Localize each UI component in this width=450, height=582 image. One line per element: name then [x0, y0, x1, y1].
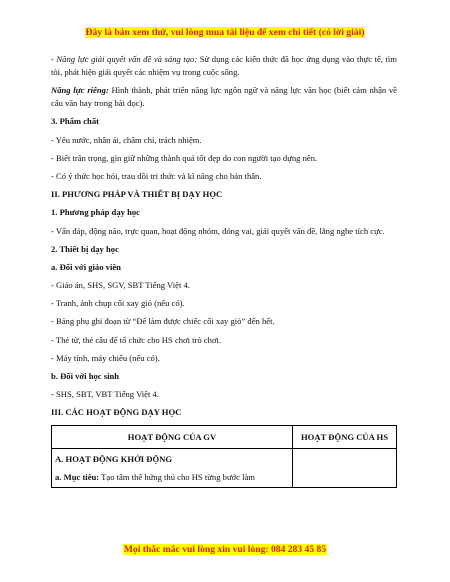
pham-chat-item: - Biết trân trọng, gìn giữ những thành quả tốt đẹp do con người tạo dựng nên.	[51, 152, 318, 163]
pham-chat-item: - Có ý thức học hỏi, trau dồi tri thức và kĩ năng cho bản thân.	[51, 170, 262, 181]
table-cell-gv	[52, 449, 293, 488]
nl-rieng-label: Năng lực riêng:	[51, 85, 109, 96]
paragraph-nl-rieng	[51, 84, 397, 110]
table-cell-hs	[293, 449, 397, 488]
nl-giai-quyet-label: - Năng lực giải quyết vấn đề và sáng tạo:	[51, 54, 198, 64]
section-2-heading: II. PHƯƠNG PHÁP VÀ THIẾT BỊ DẠY HỌC	[51, 189, 223, 200]
gv-item: - Giáo án, SHS, SGV, SBT Tiếng Việt 4.	[51, 280, 190, 291]
phuong-phap-heading: 1. Phương pháp dạy học	[51, 207, 140, 218]
preview-banner-text: Đây là bản xem thử, vui lòng mua tài liệu để xem chi tiết (có lời giải)	[85, 27, 365, 38]
muc-tieu-text: Tạo tâm thế hứng thú cho HS từng bước làm	[99, 472, 255, 483]
gv-item: - Bảng phụ ghi đoạn từ “Để làm được chiếc cối xay gió” đến hết.	[51, 316, 275, 327]
paragraph-nl-giai-quyet	[51, 53, 397, 79]
activities-table	[51, 425, 397, 488]
contact-banner	[0, 544, 450, 555]
section-3-heading: III. CÁC HOẠT ĐỘNG DẠY HỌC	[51, 407, 182, 418]
gv-item: - Thẻ từ, thẻ câu để tổ chức cho HS chơi trò chơi.	[51, 334, 222, 345]
nl-rieng-text: Hình thành, phát triển năng lực ngôn ngữ và năng lực văn học (biết cảm nhận về câu văn hay trong bài đọc).	[51, 85, 397, 109]
gv-item: - Tranh, ảnh chụp cối xay gió (nếu có).	[51, 298, 185, 309]
row-heading: A. HOẠT ĐỘNG KHỞI ĐỘNG	[55, 454, 173, 465]
gv-item: - Máy tính, máy chiếu (nếu có).	[51, 352, 160, 363]
document-body	[51, 53, 397, 488]
muc-tieu-line	[55, 471, 289, 484]
hs-heading: b. Đối với học sinh	[51, 371, 120, 381]
column-header-gv: HOẠT ĐỘNG CỦA GV	[52, 426, 293, 449]
table-header-row	[52, 426, 397, 449]
column-header-hs: HOẠT ĐỘNG CỦA HS	[293, 426, 397, 449]
pham-chat-heading: 3. Phẩm chất	[51, 116, 99, 127]
muc-tieu-label: a. Mục tiêu:	[55, 472, 100, 483]
hs-item: - SHS, SBT, VBT Tiếng Việt 4.	[51, 389, 159, 400]
phuong-phap-text: - Vấn đáp, động não, trực quan, hoạt động nhóm, đóng vai, giải quyết vấn đề, lắng nghe tích cực.	[51, 225, 385, 236]
table-row	[52, 449, 397, 488]
pham-chat-item: - Yêu nước, nhân ái, chăm chỉ, trách nhiệm.	[51, 134, 202, 145]
contact-banner-text: Mọi thắc mắc vui lòng xin vui lòng: 084 283 45 85	[123, 544, 327, 555]
thiet-bi-heading: 2. Thiết bị dạy học	[51, 243, 119, 254]
nl-giai-quyet-text: Sử dụng các kiến thức đã học ứng dụng vào thực tế, tìm tòi, phát hiện giải quyết các nhiệm vụ trong cuộc sống.	[51, 54, 397, 77]
preview-banner	[0, 27, 450, 38]
gv-heading: a. Đối với giáo viên	[51, 261, 121, 272]
